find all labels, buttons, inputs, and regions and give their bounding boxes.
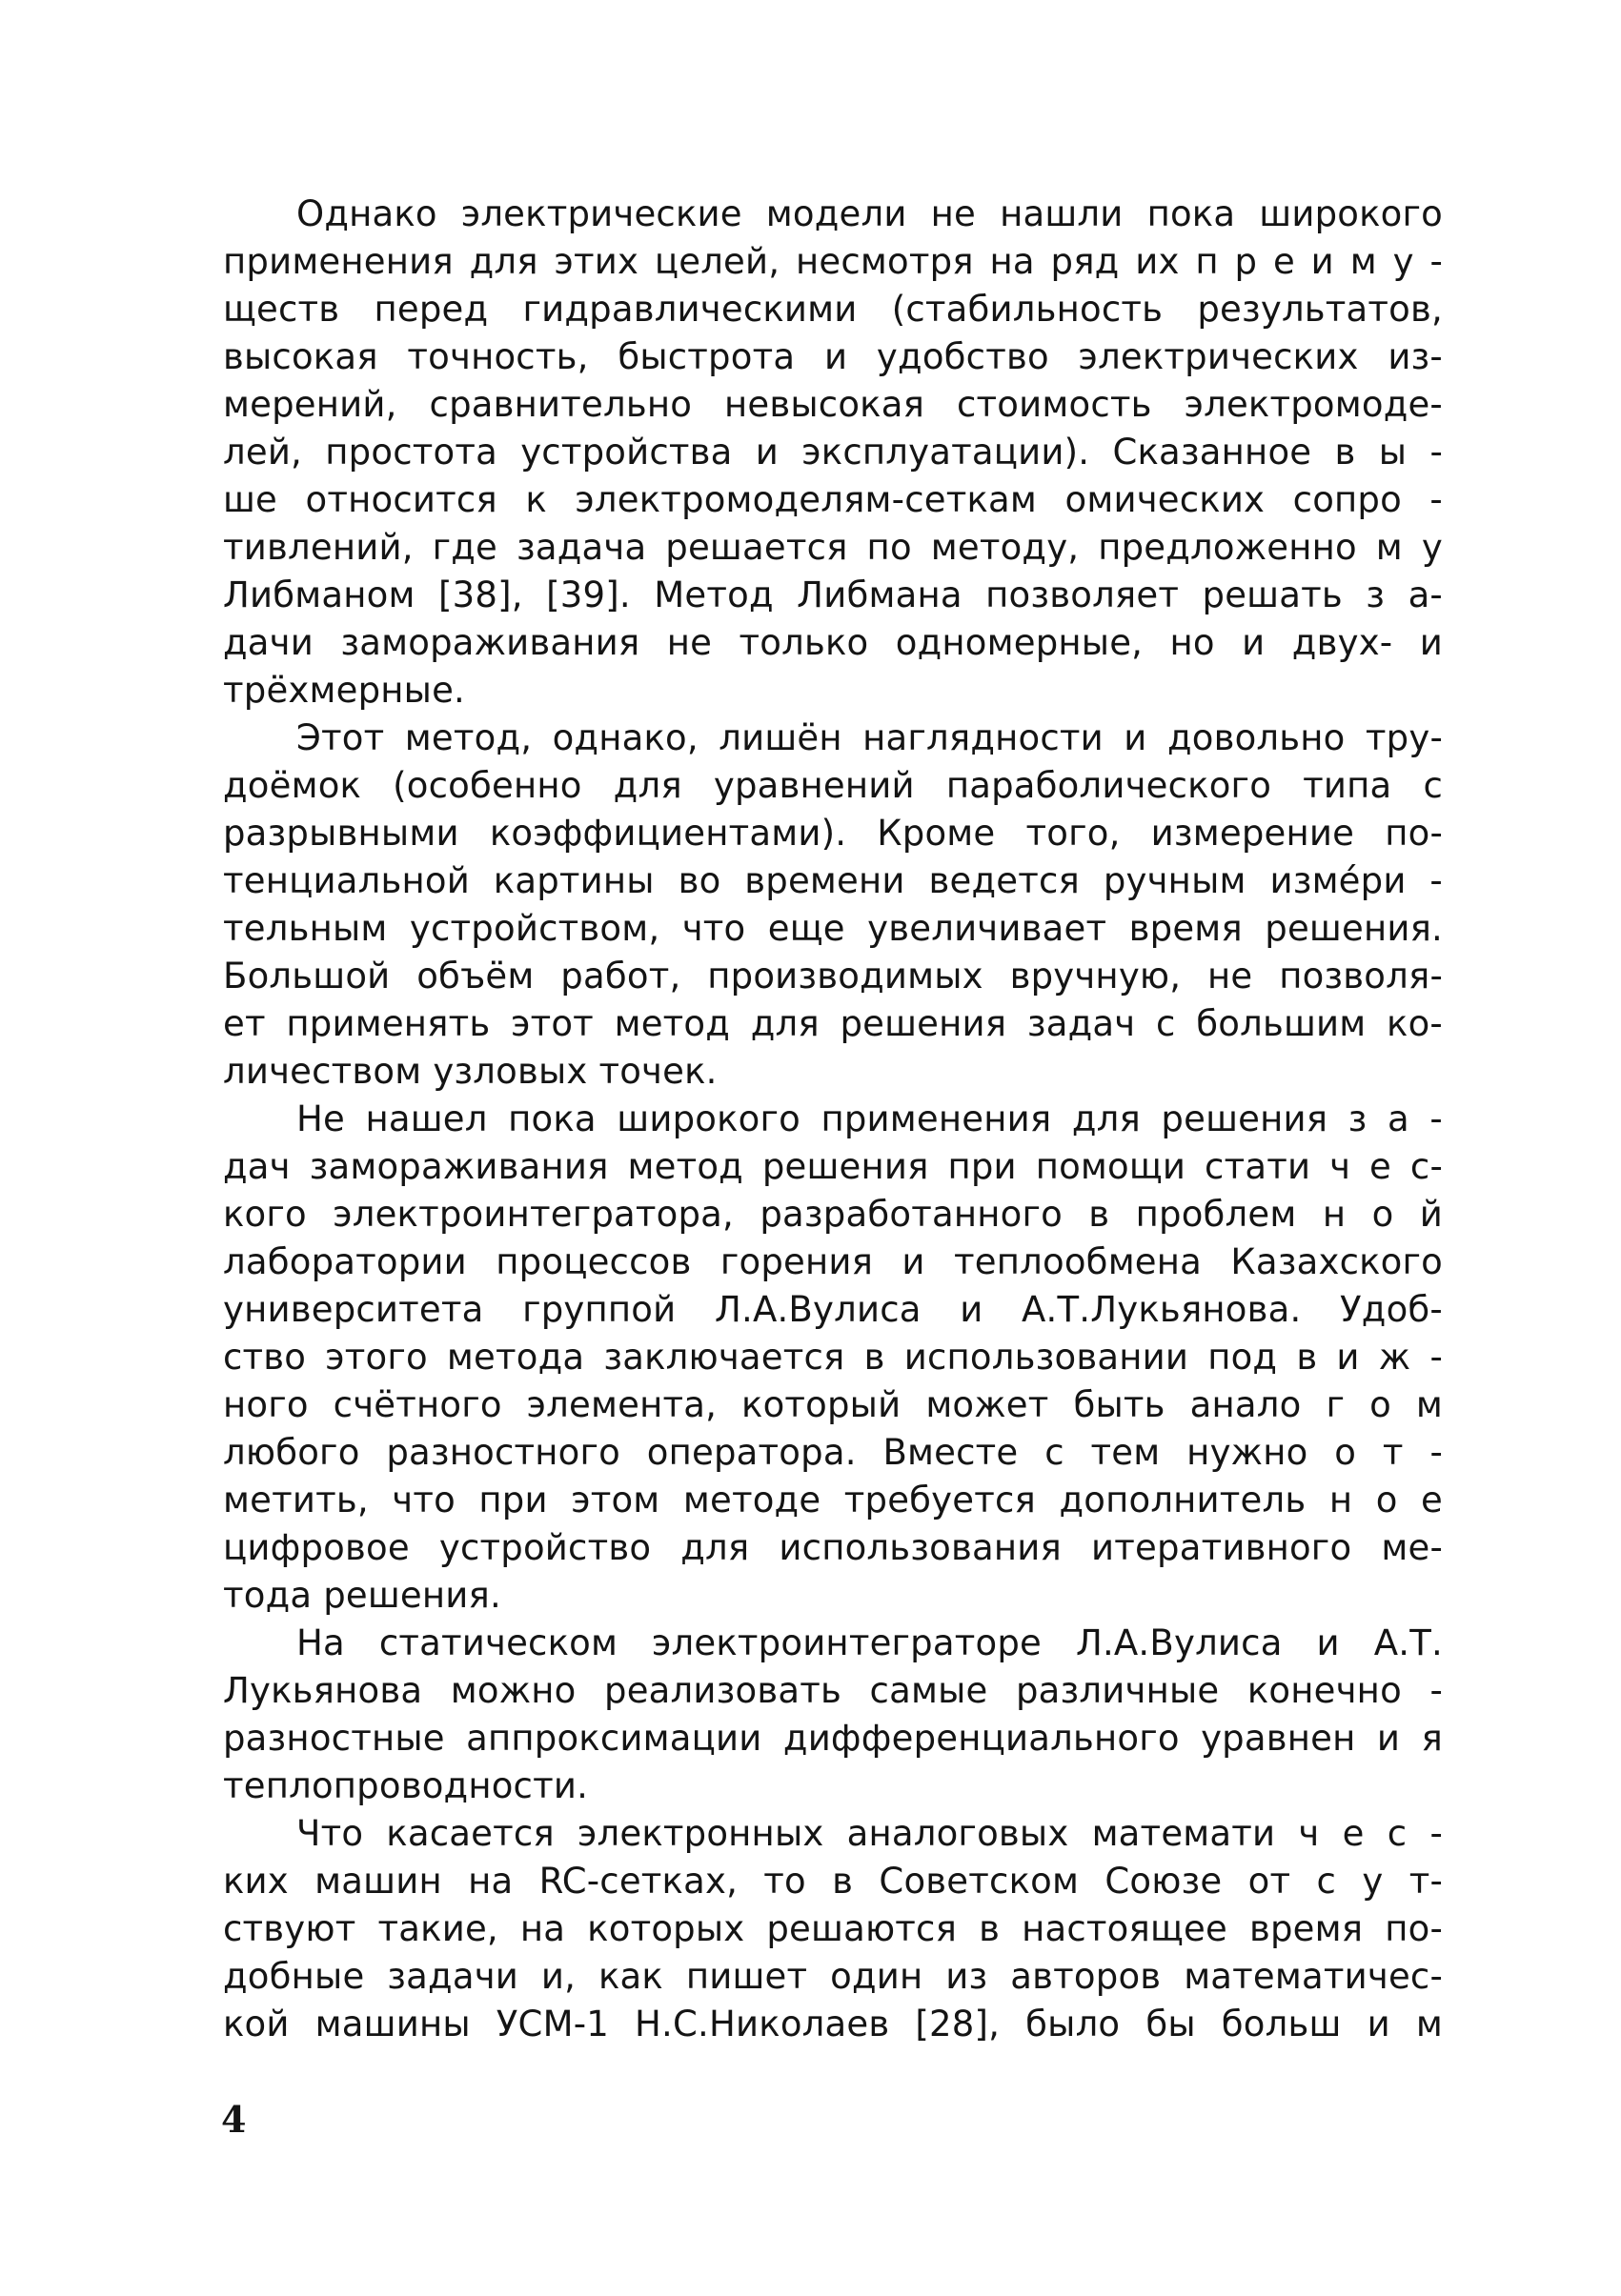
text-line: Либманом [38], [39]. Метод Либмана позволяет решать з а-	[223, 574, 1443, 615]
text-line: тода решения.	[223, 1575, 501, 1616]
paragraph-5	[223, 1810, 1443, 2048]
text-line: разностные аппроксимации дифференциального уравнен и я	[223, 1718, 1443, 1759]
text-line: кого электроинтегратора, разработанного в проблем н о й	[223, 1194, 1443, 1235]
paragraph-2	[223, 715, 1443, 1096]
text-line: мерений, сравнительно невысокая стоимость электромоде-	[223, 384, 1443, 425]
text-line: кой машины УСМ-1 Н.С.Николаев [28], было бы больш и м	[223, 2004, 1443, 2044]
text-line: теплопроводности.	[223, 1765, 589, 1806]
text-line: дач замораживания метод решения при помощи стати ч е с-	[223, 1146, 1443, 1187]
text-line: ществ перед гидравлическими (стабильность результатов,	[223, 289, 1443, 330]
text-line: Лукьянова можно реализовать самые различные конечно -	[223, 1670, 1443, 1711]
text-line: Что касается электронных аналоговых математи ч е с -	[296, 1813, 1443, 1854]
text-line: цифровое устройство для использования итеративного ме-	[223, 1527, 1443, 1568]
text-line: тенциальной картины во времени ведется ручным изме́ри -	[223, 860, 1443, 901]
paragraph-3	[223, 1096, 1443, 1620]
paragraph-4	[223, 1620, 1443, 1810]
text-line: ного счётного элемента, который может быть анало г о м	[223, 1384, 1443, 1425]
text-line: любого разностного оператора. Вместе с тем нужно о т -	[223, 1432, 1443, 1473]
text-line: дачи замораживания не только одномерные, но и двух- и	[223, 622, 1443, 663]
text-line: личеством узловых точек.	[223, 1051, 718, 1092]
text-line: ство этого метода заключается в использовании под в и ж -	[223, 1337, 1443, 1378]
text-line: применения для этих целей, несмотря на ряд их п р е и м у -	[223, 241, 1443, 282]
text-line: разрывными коэффициентами). Кроме того, измерение по-	[223, 813, 1443, 854]
text-line: доёмок (особенно для уравнений параболического типа с	[223, 765, 1443, 806]
text-line: университета группой Л.А.Вулиса и А.Т.Лукьянова. Удоб-	[223, 1289, 1443, 1330]
text-line: метить, что при этом методе требуется дополнитель н о е	[223, 1480, 1443, 1521]
text-line: ет применять этот метод для решения задач с большим ко-	[223, 1003, 1443, 1044]
page-number: 4	[221, 2098, 247, 2141]
text-line: Не нашел пока широкого применения для решения з а -	[296, 1098, 1443, 1139]
text-line: трёхмерные.	[223, 670, 465, 711]
text-line: тельным устройством, что еще увеличивает время решения.	[223, 908, 1443, 949]
text-line: ствуют такие, на которых решаются в настоящее время по-	[223, 1908, 1443, 1949]
text-line: Большой объём работ, производимых вручную, не позволя-	[223, 956, 1443, 997]
text-line: Однако электрические модели не нашли пока широкого	[296, 193, 1443, 234]
text-line: добные задачи и, как пишет один из авторов математичес-	[223, 1956, 1443, 1997]
text-line: Этот метод, однако, лишён наглядности и довольно тру-	[296, 717, 1443, 758]
text-line: лей, простота устройства и эксплуатации). Сказанное в ы -	[223, 432, 1443, 473]
text-line: На статическом электроинтеграторе Л.А.Вулиса и А.Т.	[296, 1622, 1443, 1663]
text-line: ше относится к электромоделям-сеткам омических сопро -	[223, 479, 1443, 520]
text-line: ких машин на RC-сетках, то в Советском Союзе от с у т-	[223, 1861, 1443, 1902]
paragraph-1	[223, 191, 1443, 715]
body-text	[223, 191, 1443, 2048]
text-line: лаборатории процессов горения и теплообмена Казахского	[223, 1241, 1443, 1282]
text-line: высокая точность, быстрота и удобство электрических из-	[223, 336, 1443, 377]
text-line: тивлений, где задача решается по методу, предложенно м у	[223, 527, 1443, 568]
